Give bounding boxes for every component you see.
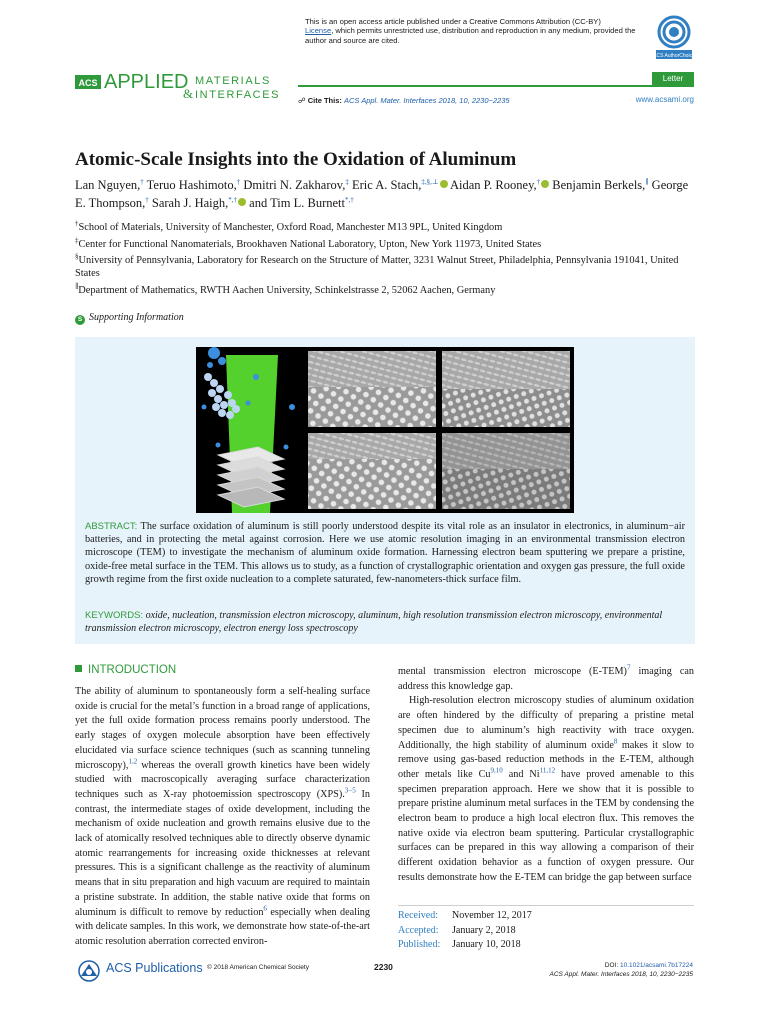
- cite-this[interactable]: ☍ Cite This: ACS Appl. Mater. Interfaces 2018, 10, 2230−2235: [298, 96, 510, 105]
- author-name[interactable]: Benjamin Berkels,: [552, 178, 646, 192]
- reference-link[interactable]: 9,10: [490, 766, 503, 775]
- journal-logo: [75, 67, 305, 103]
- affiliation-text: School of Materials, University of Manchester, Oxford Road, Manchester M13 9PL, United Kingdom: [78, 222, 503, 233]
- affiliations: [75, 221, 695, 300]
- affiliation-mark: †: [75, 219, 79, 228]
- supporting-information-link[interactable]: S Supporting Information: [75, 312, 184, 325]
- doi-citation: DOI: 10.1021/acsami.7b17224 ACS Appl. Mater. Interfaces 2018, 10, 2230−2235: [549, 962, 693, 978]
- license-notice: This is an open access article published under a Creative Commons Attribution (CC-BY) License, which permits unrestricted use, distribution and reproduction in any medium, provided the author and source are cited.: [305, 17, 636, 45]
- affiliation-text: Center for Functional Nanomaterials, Brookhaven National Laboratory, Upton, New York 11973, United States: [78, 238, 542, 250]
- author-name[interactable]: Dmitri N. Zakharov,: [243, 178, 346, 192]
- svg-text:ACS AuthorChoice: ACS AuthorChoice: [653, 53, 695, 59]
- journal-logo-interfaces: INTERFACES: [195, 89, 281, 101]
- orcid-icon[interactable]: [541, 180, 549, 188]
- date-value: November 12, 2017: [452, 910, 532, 921]
- date-row: [398, 909, 694, 924]
- journal-website-link[interactable]: www.acsami.org: [635, 95, 694, 104]
- license-link[interactable]: License: [305, 26, 332, 36]
- author-name[interactable]: Sarah J. Haigh,: [151, 195, 229, 210]
- affiliation-text: University of Pennsylvania, Laboratory for Research on the Structure of Matter, 3231 Walnut Street, Philadelphia, Pennsylvania 191041, United States: [75, 255, 679, 280]
- author-name[interactable]: and Tim L. Burnett: [249, 195, 345, 210]
- reference-link[interactable]: 11,12: [539, 766, 556, 775]
- copyright: © 2018 American Chemical Society: [207, 964, 309, 971]
- keywords-text: oxide, nucleation, transmission electron microscopy, aluminum, high resolution transmission electron microscopy, environmental transmission electron microscopy, electron energy loss spectroscopy: [85, 610, 663, 634]
- affiliation-text: Department of Mathematics, RWTH Aachen University, Schinkelstrasse 2, 52062 Aachen, Germany: [78, 284, 496, 296]
- author-affiliation-mark: *,†: [228, 195, 238, 204]
- orcid-icon[interactable]: [238, 198, 246, 206]
- journal-logo-applied: APPLIED: [104, 71, 189, 93]
- reference-link[interactable]: 6: [263, 904, 267, 913]
- date-row: [398, 924, 694, 939]
- keywords: [85, 609, 685, 635]
- author-affiliation-mark: ‡: [345, 177, 349, 186]
- body-column-right: mental transmission electron microscope $(E-TEM)^7$ imaging can address this knowledge gap. High-resolution electron microscopy studies of aluminum oxidation are often hindered by the difficulty of preparing a pristine metal specimen due to aluminum’s high reactivity with trace oxygen. Additionally, the high stability of aluminum oxide$^8$ makes it slow to remove using gas-based reduction methods in the E-TEM, although other metals like Cu$^{9,10}$ and Ni$^{11,12}$ have proved amenable to this specimen preparation approach. Here we show that it is possible to prepare pristine aluminum metal surfaces in the TEM by condensing the electron beam to produce a high local electron flux. This removes the native oxide via electron beam sputtering. Particular crystallographic surfaces can be prepared in this way allowing a comparison of their different oxidation behavior as a function of oxygen pressure. Our results demonstrate how the E-TEM can bridge the gap between surface: [398, 663, 695, 883]
- toc-graphic: [196, 347, 574, 513]
- reference-link[interactable]: 3−5: [344, 786, 356, 795]
- affiliation-mark: ‡: [75, 236, 79, 245]
- affiliation-mark: §: [75, 252, 79, 261]
- journal-logo-amp: &: [183, 86, 194, 101]
- section-heading-introduction: INTRODUCTION: [75, 664, 176, 676]
- supporting-info-icon: S: [75, 315, 85, 325]
- author-affiliation-mark: ‡,§,⊥: [421, 177, 439, 186]
- article-type-tab: Letter: [652, 72, 694, 86]
- affiliation: [75, 221, 695, 234]
- author-name[interactable]: Teruo Hashimoto,: [146, 178, 237, 192]
- abstract-text: The surface oxidation of aluminum is still poorly understood despite its vital role as an insulator in electronics, in aluminum−air batteries, and in protecting the metal against corrosion. Here we use atomic resolution imaging in an environmental transmission electron microscope (TEM) to investigate the mechanism of aluminum oxide formation. Harnessing electron beam sputtering we prepare a pristine, oxide-free metal surface in the TEM. This allows us to study, as a function of crystallographic orientation and oxygen gas pressure, the full oxide growth regime from the first oxide nucleation to a complete saturated, few-nanometers-thick surface film.: [85, 521, 685, 585]
- page-number: 2230: [374, 962, 393, 972]
- author-affiliation-mark: †: [536, 177, 541, 186]
- author-list: [75, 177, 695, 212]
- journal-logo-acs: ACS: [78, 78, 98, 88]
- reference-link[interactable]: 1,2: [128, 757, 138, 766]
- doi-link[interactable]: 10.1021/acsami.7b17224: [619, 962, 693, 969]
- author-name[interactable]: Eric A. Stach,: [351, 178, 422, 192]
- section-bullet-icon: [75, 665, 82, 672]
- acs-authorchoice-badge-icon: [653, 14, 695, 62]
- affiliation: [75, 238, 695, 251]
- publisher-name: ACS Publications: [106, 961, 203, 975]
- reference-link[interactable]: 8: [613, 737, 618, 746]
- date-value: January 10, 2018: [452, 939, 521, 950]
- reference-link[interactable]: 7: [626, 663, 631, 672]
- date-label: Received:: [398, 910, 438, 921]
- author-affiliation-mark: ∥: [645, 177, 649, 186]
- author-name[interactable]: George E. Thompson,: [75, 178, 689, 210]
- cite-icon: ☍: [298, 96, 306, 105]
- date-value: January 2, 2018: [452, 924, 516, 936]
- affiliation: [75, 254, 695, 280]
- author-name[interactable]: Lan Nguyen,: [75, 178, 141, 192]
- body-column-left: The ability of aluminum to spontaneously form a self-healing surface oxide is crucial for the metal’s function in a broad range of applications, yet the full oxide formation process remains poorly understood. The early stages of oxygen molecule absorption have been effectively elucidated via surface science techniques (such as scanning tunneling microscopy),$^{1,2}$ whereas the overall growth kinetics have been widely studied with macroscopically averaging surface characterization techniques such as X-ray photoemission spectroscopy (XPS).$^{3-5}$ In contrast, the intermediate stages of oxide development, including the mechanism of oxide nucleation and growth remains elusive due to the lack of atomically resolved techniques able to directly observe dynamic atomic rearrangements for increasing oxide thicknesses at relevant pressures. This is a significant challenge as the reactivity of aluminum means that in situ preparation and high vacuum are required to maintain a pristine substrate. In addition, the stable native oxide that forms on aluminum is difficult to remove by reduction$^6$ especially when dealing with delicate samples. In this work, we demonstrate how state-of-the-art atomic resolution aberration corrected environ-: [75, 686, 370, 947]
- author-name[interactable]: Aidan P. Rooney,: [449, 178, 537, 192]
- date-row: [398, 938, 694, 953]
- date-label: Accepted:: [398, 924, 439, 936]
- author-affiliation-mark: †: [145, 195, 149, 204]
- abstract: [85, 520, 685, 586]
- article-title: Atomic-Scale Insights into the Oxidation of Aluminum: [75, 149, 517, 170]
- journal-logo-materials: MATERIALS: [195, 75, 271, 87]
- header-rule: [298, 85, 694, 87]
- keywords-label: KEYWORDS:: [85, 610, 144, 621]
- author-affiliation-mark: *,†: [344, 195, 354, 204]
- date-label: Published:: [398, 939, 441, 950]
- publication-dates: [398, 905, 694, 953]
- affiliation: [75, 284, 695, 297]
- acs-publications-logo-icon: [75, 960, 103, 982]
- author-affiliation-mark: †: [140, 177, 144, 186]
- orcid-icon[interactable]: [440, 180, 448, 188]
- author-affiliation-mark: †: [236, 177, 241, 186]
- affiliation-mark: ∥: [75, 282, 79, 291]
- abstract-label: ABSTRACT:: [85, 521, 138, 532]
